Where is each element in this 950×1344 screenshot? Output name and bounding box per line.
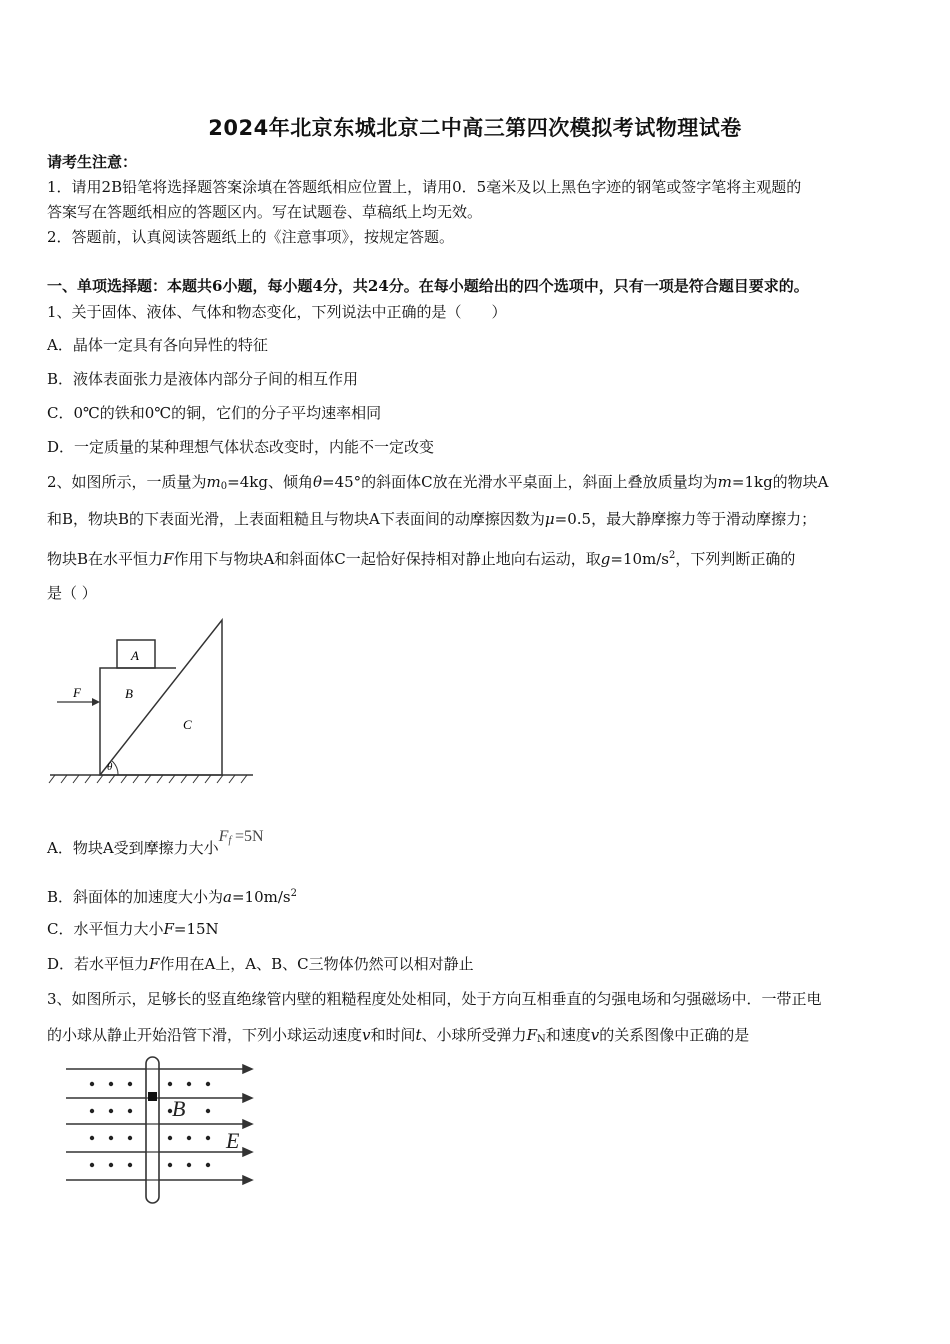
notice-item-1-cont bbox=[47, 202, 482, 222]
q2-var-m: m bbox=[717, 473, 732, 491]
q2-incline-figure bbox=[45, 612, 265, 792]
q2-text: 作用在A上，A、B、C三物体仍然可以相对静止 bbox=[159, 955, 474, 973]
q3-text: 的关系图像中正确的是 bbox=[599, 1026, 750, 1044]
notice-item-1-line-2: 答案写在答题纸相应的答题区内。写在试题卷、草稿纸上均无效。 bbox=[47, 203, 483, 221]
q3-var-v: v bbox=[590, 1026, 600, 1044]
q2-option-a bbox=[47, 828, 264, 863]
q3-sub-N: N bbox=[536, 1034, 546, 1045]
q3-stem-line-2 bbox=[47, 1025, 749, 1050]
q2-sub-0: 0 bbox=[220, 481, 228, 492]
arrowhead-icon bbox=[243, 1148, 252, 1156]
q3-text: 的小球从静止开始沿管下滑，下列小球运动速度 bbox=[47, 1026, 363, 1044]
q2-text: C．水平恒力大小 bbox=[47, 920, 164, 938]
ff-formula bbox=[219, 829, 264, 845]
label-E: E bbox=[226, 1128, 240, 1153]
arrowhead-icon bbox=[243, 1176, 252, 1184]
notice-item-1-line-1: 1．请用2B铅笔将选择题答案涂填在答题纸相应位置上，请用0．5毫米及以上黑色字迹的钢笔或签字笔将主观题的 bbox=[47, 178, 802, 196]
q2-text: =4kg、倾角 bbox=[227, 473, 313, 491]
q2-var-a: a bbox=[223, 888, 232, 906]
formula-F: F bbox=[218, 828, 229, 845]
formula-sub-f: f bbox=[228, 835, 232, 846]
incline-c bbox=[100, 620, 222, 775]
q3-var-F: F bbox=[526, 1026, 537, 1044]
arrowhead-icon bbox=[243, 1120, 252, 1128]
q2-text: =10m/s bbox=[610, 550, 670, 568]
q2-sup-2: 2 bbox=[290, 888, 297, 899]
q2-text: =15N bbox=[173, 920, 219, 938]
q2-text: A．物块A受到摩擦力大小 bbox=[47, 839, 219, 857]
q2-var-mu: μ bbox=[544, 510, 555, 528]
insulating-tube bbox=[146, 1057, 159, 1203]
block-b bbox=[100, 668, 176, 775]
q2-text: =1kg的物块A bbox=[731, 473, 829, 491]
q2-text: ，下列判断正确的 bbox=[675, 550, 796, 568]
q2-text: 2、如图所示，一质量为 bbox=[47, 473, 207, 491]
q2-option-b bbox=[47, 884, 297, 907]
q2-text: =45°的斜面体C放在光滑水平桌面上，斜面上叠放质量均为 bbox=[322, 473, 718, 491]
q2-text: 作用下与物块A和斜面体C一起恰好保持相对静止地向右运动，取 bbox=[173, 550, 601, 568]
notice-item-2: 2．答题前，认真阅读答题纸上的《注意事项》，按规定答题。 bbox=[47, 228, 455, 246]
theta-arc bbox=[112, 761, 118, 775]
label-theta: θ bbox=[107, 761, 113, 773]
q2-stem-line-4: 是（ ） bbox=[47, 584, 97, 602]
q3-text: 、小球所受弹力 bbox=[421, 1026, 527, 1044]
ground-hatch bbox=[49, 775, 247, 783]
label-C: C bbox=[183, 717, 192, 732]
notice-item-1 bbox=[47, 177, 801, 197]
section-1-heading: 一、单项选择题：本题共6小题，每小题4分，共24分。在每小题给出的四个选项中，只有一项是符合题目要求的。 bbox=[47, 277, 809, 295]
arrowhead-icon bbox=[243, 1094, 252, 1102]
q1-option-a: A．晶体一定具有各向异性的特征 bbox=[47, 336, 268, 354]
arrowhead-icon bbox=[243, 1065, 252, 1073]
page-title: 2024年北京东城北京二中高三第四次模拟考试物理试卷 bbox=[208, 116, 742, 140]
q3-var-t: t bbox=[415, 1026, 422, 1044]
q2-var-g: g bbox=[600, 550, 611, 568]
q2-stem-line-1 bbox=[47, 472, 829, 497]
q2-stem-line-3 bbox=[47, 546, 795, 569]
arrowhead-icon bbox=[92, 698, 100, 706]
label-B: B bbox=[125, 686, 133, 701]
q2-option-c bbox=[47, 919, 219, 939]
q2-var-m: m bbox=[206, 473, 221, 491]
formula-value: =5N bbox=[234, 828, 264, 845]
q2-text: =0.5，最大静摩擦力等于滑动摩擦力； bbox=[554, 510, 817, 528]
q2-var-theta: θ bbox=[312, 473, 322, 491]
q2-text: 和B，物块B的下表面光滑，上表面粗糙且与物块A下表面间的动摩擦因数为 bbox=[47, 510, 545, 528]
q2-stem-line-2 bbox=[47, 509, 816, 529]
label-B: B bbox=[172, 1096, 186, 1121]
label-A: A bbox=[131, 648, 139, 663]
q2-text: 物块B在水平恒力 bbox=[47, 550, 164, 568]
q1-option-c: C．0℃的铁和0℃的铜，它们的分子平均速率相同 bbox=[47, 404, 382, 422]
label-F: F bbox=[73, 685, 81, 700]
charged-ball bbox=[148, 1092, 157, 1101]
q2-text: D．若水平恒力 bbox=[47, 955, 150, 973]
q2-var-F: F bbox=[149, 955, 160, 973]
q3-stem-line-1: 3、如图所示，足够长的竖直绝缘管内壁的粗糙程度处处相同，处于方向互相垂直的匀强电场和匀强磁场中．一带正电 bbox=[47, 990, 822, 1008]
q2-text: B．斜面体的加速度大小为 bbox=[47, 888, 224, 906]
q3-var-v: v bbox=[362, 1026, 371, 1044]
q3-text: 和速度 bbox=[545, 1026, 591, 1044]
q1-stem: 1、关于固体、液体、气体和物态变化，下列说法中正确的是（ ） bbox=[47, 303, 507, 321]
q2-text: =10m/s bbox=[231, 888, 291, 906]
q2-var-F: F bbox=[163, 550, 174, 568]
q3-text: 和时间 bbox=[370, 1026, 416, 1044]
notice-heading: 请考生注意： bbox=[47, 153, 138, 171]
q2-var-F: F bbox=[163, 920, 174, 938]
q1-option-d: D．一定质量的某种理想气体状态改变时，内能不一定改变 bbox=[47, 438, 435, 456]
q2-option-d bbox=[47, 954, 474, 974]
q1-option-b: B．液体表面张力是液体内部分子间的相互作用 bbox=[47, 370, 359, 388]
q3-field-figure bbox=[60, 1055, 260, 1215]
q2-sup-2: 2 bbox=[669, 550, 676, 561]
